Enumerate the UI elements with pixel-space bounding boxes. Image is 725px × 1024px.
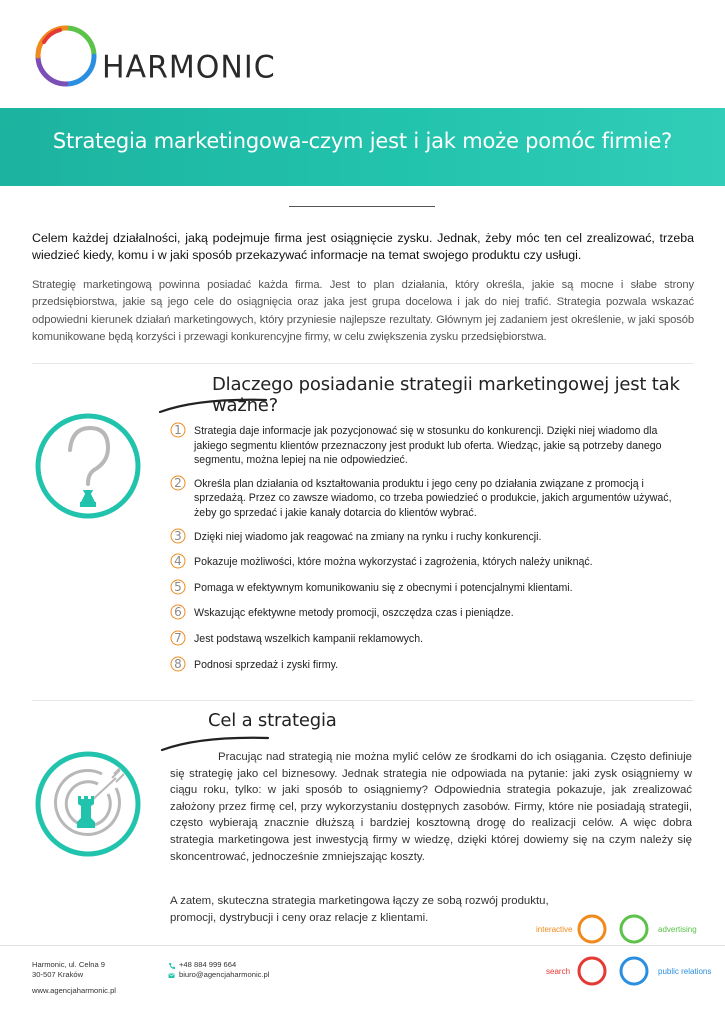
- number-badge: 7: [170, 630, 186, 646]
- harmonic-logo-icon: [30, 20, 102, 92]
- title-banner: [0, 108, 725, 186]
- goal-paragraph: Pracując nad strategią nie można mylić celów ze środkami do ich osiągania. Często definiuje się strategię jako cel biznesowy. Jednak strategia nie odpowiada na pytanie: jaki zysk osiągniemy w ciągu roku, tylko: w jaki sposób to osiągniemy? Odpowiednia strategia pokazuje, jak zrealizować założony przez firmę cel, przy wykorzystaniu dostępnych zasobów. Firmy, które nie posiadają strategii, często wybierają znacznie dłuższą i bardziej kosztowną drogę do realizacji celów. A więc dobra strategia marketingowa jest inwestycją firmy w wiedzę, dzięki której dowiemy się na czym należy się skoncentrować, jednocześnie zmniejszając koszty.: [170, 751, 692, 863]
- intro-lead: Celem każdej działalności, jaką podejmuje firma jest osiągnięcie zysku. Jednak, żeby móc ten cel zrealizować, trzeba wiedzieć kiedy, komu i w jaki sposób przekazywać informacje na temat swojego produktu czy usługi.: [32, 231, 694, 262]
- section-title-why: Dlaczego posiadanie strategii marketingowej jest tak ważne?: [212, 374, 680, 416]
- reasons-list: [170, 424, 690, 672]
- search-ring-icon: [576, 955, 608, 987]
- phone-icon: [168, 962, 175, 969]
- list-item: 6 Wskazując efektywne metody promocji, oszczędza czas i pieniądze.: [170, 606, 690, 621]
- footer-divider: [0, 945, 725, 946]
- number-badge: 5: [170, 579, 186, 595]
- number-badge: 4: [170, 553, 186, 569]
- list-item: 1 Strategia daje informacje jak pozycjonować się w stosunku do konkurencji. Dzięki niej wiadomo dla jakiego segmentu klientów przeznaczony jest produkt lub oferta. Wiedząc, jakie są potrzeby danego segmentu, można lepiej na nie odpowiedzieć.: [170, 424, 690, 468]
- footer-email[interactable]: biuro@agencjaharmonic.pl: [168, 970, 269, 980]
- email-icon: [168, 972, 175, 979]
- advertising-ring-icon: [618, 913, 650, 945]
- service-public-relations: public relations: [658, 967, 712, 976]
- section-title-goal: Cel a strategia: [208, 710, 337, 731]
- service-search: search: [546, 967, 571, 976]
- list-item: 8 Podnosi sprzedaż i zyski firmy.: [170, 658, 690, 673]
- question-mark-icon: [32, 410, 144, 522]
- brand-name: HARMONIC: [102, 49, 276, 86]
- section-divider: [32, 700, 694, 701]
- list-item: 5 Pomaga w efektywnym komunikowaniu się z obecnymi i potencjalnymi klientami.: [170, 581, 690, 596]
- number-badge: 2: [170, 475, 186, 491]
- intro-paragraph: Strategię marketingową powinna posiadać każda firma. Jest to plan działania, który określa, jakie są mocne i słabe strony przedsiębiorstwa, jakie są jego cele do osiągnięcia oraz jaka jest grupa docelowa i jak do niej trafić. Strategia pozwala wskazać odpowiedni kierunek działań marketingowych, który przyniesie najlepsze rezultaty. Głównym jej zadaniem jest określenie, w jaki sposób komunikowane będą korzyści i przewagi konkurencyjne firmy, w celu zwiększenia zysku przedsiębiorstwa.: [32, 279, 694, 344]
- footer-website-link[interactable]: www.agencjaharmonic.pl: [32, 986, 116, 995]
- services-block: [500, 905, 720, 995]
- number-badge: 1: [170, 422, 186, 438]
- footer-phone[interactable]: +48 884 999 664: [168, 960, 269, 970]
- footer-contact: [168, 960, 269, 980]
- footer-address: Harmonic, ul. Celna 9 30-507 Kraków: [32, 960, 106, 979]
- brand-logo: [30, 20, 276, 92]
- title-divider: [289, 206, 435, 207]
- public-relations-ring-icon: [618, 955, 650, 987]
- list-item: 4 Pokazuje możliwości, które można wykorzystać i zagrożenia, których należy uniknąć.: [170, 555, 690, 570]
- page-title: Strategia marketingowa-czym jest i jak może pomóc firmie?: [52, 129, 673, 153]
- service-interactive: interactive: [536, 925, 573, 934]
- list-item: 2 Określa plan działania od kształtowania produktu i jego ceny po działania związane z promocją i sprzedażą. Przez co zawsze wiadomo, co trzeba powiedzieć o produkcie, jakich argumentów używać, żeby go sprzedać i jakie kanały dotarcia do klientów wybrać.: [170, 477, 690, 521]
- goal-summary: A zatem, skuteczna strategia marketingowa łączy ze sobą rozwój produktu, promocji, dystrybucji i ceny oraz relacje z klientami.: [170, 895, 549, 924]
- number-badge: 6: [170, 604, 186, 620]
- section-divider: [32, 363, 694, 364]
- service-advertising: advertising: [658, 925, 697, 934]
- list-item: 3 Dzięki niej wiadomo jak reagować na zmiany na rynku i ruchy konkurencji.: [170, 530, 690, 545]
- number-badge: 3: [170, 528, 186, 544]
- swoosh-decoration: [158, 396, 268, 414]
- list-item: 7 Jest podstawą wszelkich kampanii reklamowych.: [170, 632, 690, 647]
- target-chess-icon: [32, 748, 144, 860]
- number-badge: 8: [170, 656, 186, 672]
- interactive-ring-icon: [576, 913, 608, 945]
